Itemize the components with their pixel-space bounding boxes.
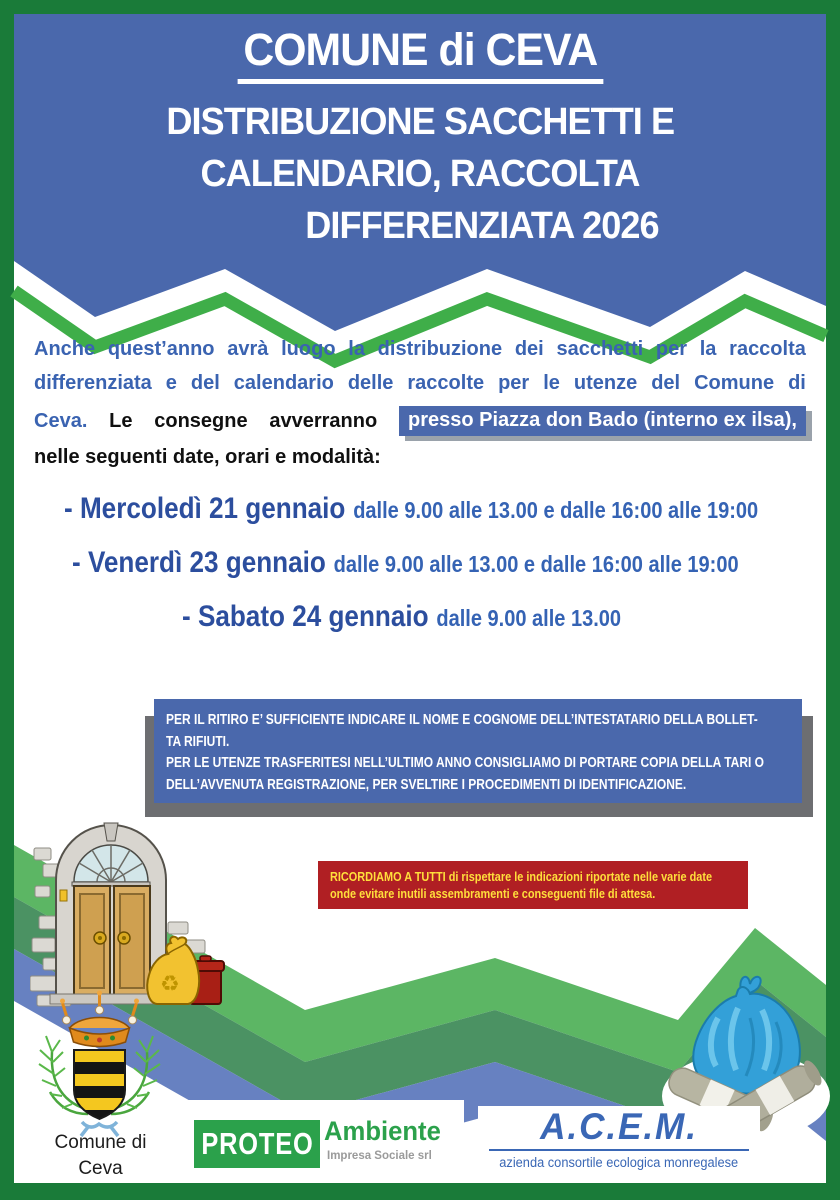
acem-subtitle: azienda consortile ecologica monregalese	[499, 1155, 739, 1170]
intro-line-1: Anche quest’anno avrà luogo la distribuzione dei sacchetti per la raccolta	[34, 338, 806, 360]
intro-line-2: differenziata e del calendario delle raccolte per le utenze del Comune di	[34, 372, 806, 394]
info-box: PER IL RITIRO E’ SUFFICIENTE INDICARE IL NOME E COGNOME DELL’INTESTATARIO DELLA BOLLET- TA RIFIUTI. PER LE UTENZE TRASFERITESI NELL’ULTIMO ANNO CONSIGLIAMO DI PORTARE COPIA DELLA TARI O DELL’AVVENUTA REGISTRAZIONE, PER SVELTIRE I PROCEDIMENTI DI IDENTIFICAZIONE.	[154, 699, 802, 803]
header	[14, 24, 826, 252]
location-highlight: presso Piazza don Bado (interno ex ilsa),	[399, 406, 806, 436]
proteo-logo-box: PROTEO	[194, 1120, 320, 1168]
date-row	[72, 546, 739, 580]
pickup-info-box	[154, 699, 802, 803]
shield-icon	[74, 1050, 125, 1122]
recycle-icon: ♻	[160, 972, 180, 997]
municipality-title: COMUNE di CEVA	[237, 24, 602, 84]
title-line-2: CALENDARIO, RACCOLTA	[200, 153, 640, 195]
title-line-3: DIFFERENZIATA 2026	[305, 205, 659, 247]
date-row	[64, 492, 759, 526]
intro-line-4: nelle seguenti date, orari e modalità:	[34, 446, 381, 468]
warning-box: RICORDIAMO A TUTTI di rispettare le indicazioni riportate nelle varie date onde evitare inutili assembramenti e conseguenti file di attesa.	[318, 861, 748, 909]
proteo-brand-suffix: Ambiente	[324, 1116, 441, 1146]
date-day: - Mercoledì 21 gennaio	[64, 492, 346, 525]
acem-name: A.C.E.M.	[540, 1106, 698, 1147]
intro-paragraph	[34, 338, 806, 469]
intro-line-3: Ceva. Le consegne avverranno presso Piazza don Bado (interno ex ilsa),	[34, 406, 806, 436]
acem-logo	[478, 1106, 760, 1176]
crown-icon	[60, 991, 139, 1047]
proteo-ambiente-logo	[186, 1100, 464, 1180]
door-illustration	[30, 792, 230, 1007]
acem-underline	[489, 1149, 749, 1151]
date-row	[182, 600, 741, 634]
intro-lead: Ceva.	[34, 409, 88, 432]
doorbell-icon	[60, 890, 67, 901]
distribution-dates	[34, 492, 824, 654]
ceva-coat-of-arms	[22, 990, 177, 1140]
date-day: - Venerdì 23 gennaio	[72, 546, 326, 579]
date-hours: dalle 9.00 alle 13.00	[436, 605, 622, 631]
poster-title	[14, 96, 826, 252]
title-line-1: DISTRIBUZIONE SACCHETTI E	[166, 101, 674, 143]
comune-di-ceva-label: Comune di Ceva	[54, 1132, 147, 1179]
date-day: - Sabato 24 gennaio	[182, 600, 429, 633]
date-hours: dalle 9.00 alle 13.00 e dalle 16:00 alle 19:00	[333, 551, 739, 577]
date-hours: dalle 9.00 alle 13.00 e dalle 16:00 alle 19:00	[353, 497, 759, 523]
proteo-subtitle: Impresa Sociale srl	[327, 1150, 432, 1162]
